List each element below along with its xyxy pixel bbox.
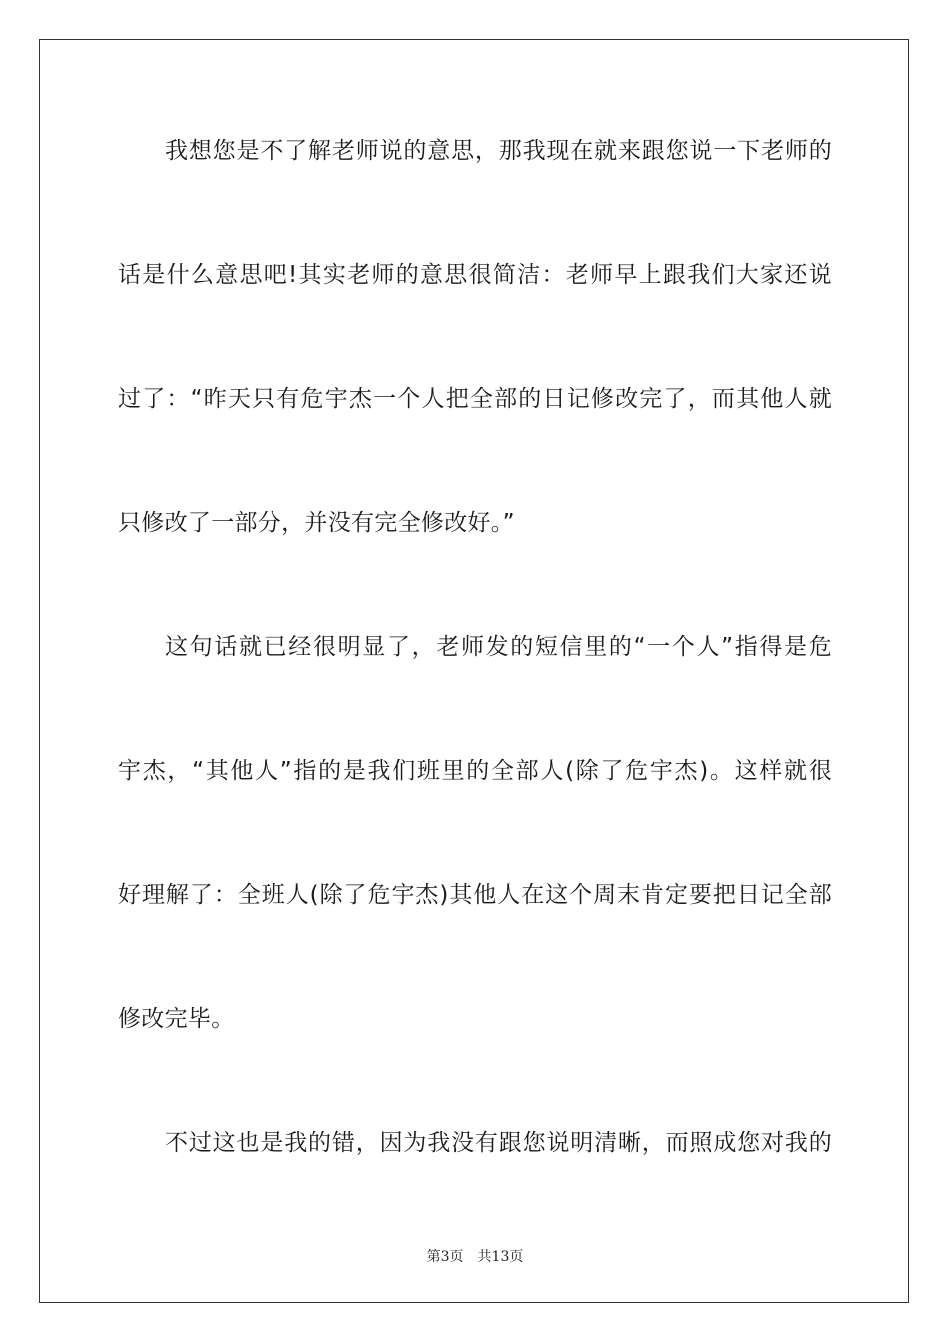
text-line: 不过这也是我的错，因为我没有跟您说明清晰，而照成您对我的 [165,1130,832,1156]
text-line: 我想您是不了解老师说的意思，那我现在就来跟您说一下老师的 [165,138,832,164]
page-border [39,39,909,1303]
text-line: 这句话就已经很明显了，老师发的短信里的“一个人”指得是危 [165,634,832,660]
text-line: 只修改了一部分，并没有完全修改好。” [118,510,515,536]
page-number-total: 共13页 [477,1249,524,1265]
text-line: 修改完毕。 [118,1006,235,1032]
page-footer [0,1248,950,1266]
page-number-current: 第3页 [426,1249,464,1265]
text-line: 好理解了：全班人(除了危宇杰)其他人在这个周末肯定要把日记全部 [118,882,832,908]
text-line: 宇杰，“其他人”指的是我们班里的全部人(除了危宇杰)。这样就很 [118,758,832,784]
text-line: 话是什么意思吧!其实老师的意思很简洁：老师早上跟我们大家还说 [118,262,832,288]
text-line: 过了：“昨天只有危宇杰一个人把全部的日记修改完了，而其他人就 [118,386,832,412]
